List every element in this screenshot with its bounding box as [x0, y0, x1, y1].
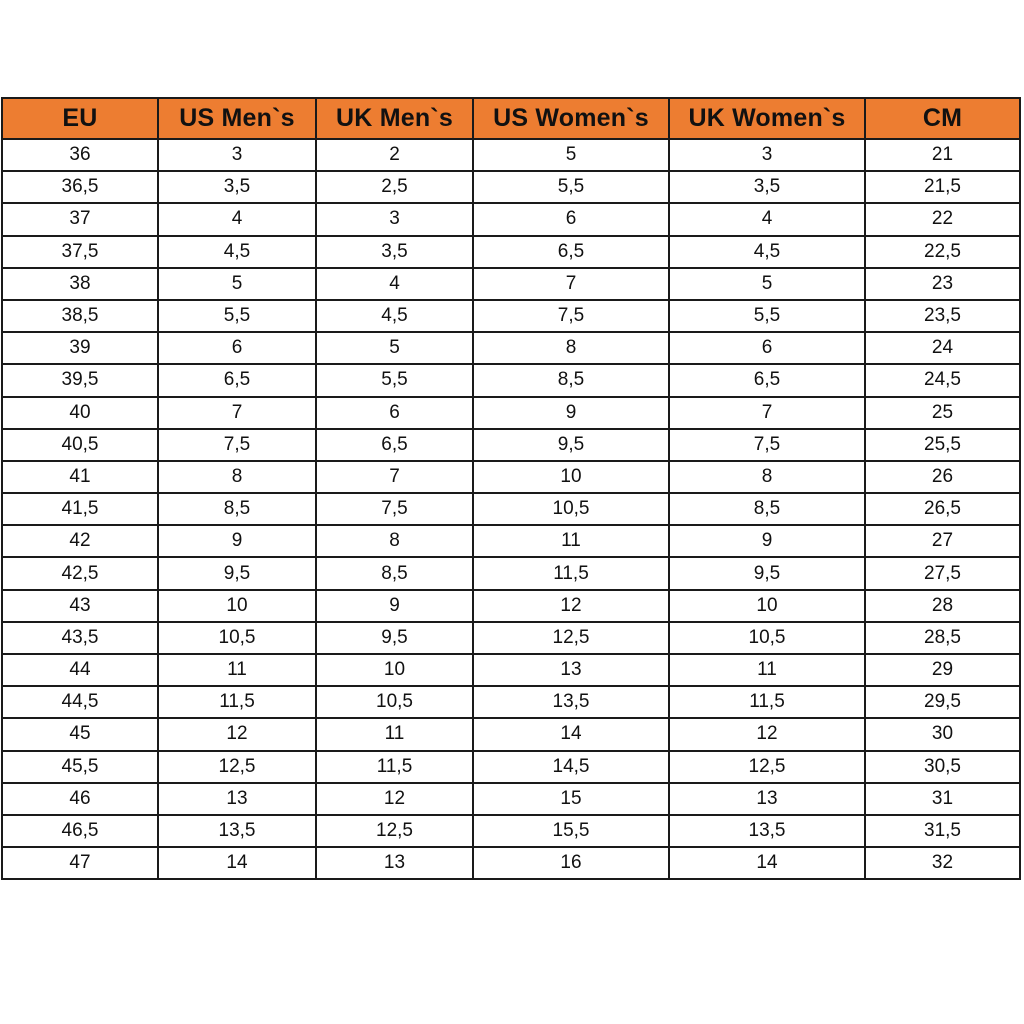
cell-uk-mens: 9	[316, 590, 473, 622]
cell-uk-womens: 4,5	[669, 236, 865, 268]
cell-eu: 40	[2, 397, 158, 429]
cell-us-womens: 10,5	[473, 493, 669, 525]
cell-eu: 45	[2, 718, 158, 750]
cell-us-womens: 12,5	[473, 622, 669, 654]
column-header-eu: EU	[2, 98, 158, 139]
cell-uk-womens: 13	[669, 783, 865, 815]
table-body	[2, 139, 1020, 879]
cell-cm: 29	[865, 654, 1020, 686]
cell-uk-womens: 9,5	[669, 557, 865, 589]
cell-cm: 26,5	[865, 493, 1020, 525]
table-row	[2, 847, 1020, 879]
cell-uk-mens: 3,5	[316, 236, 473, 268]
cell-cm: 26	[865, 461, 1020, 493]
cell-us-womens: 12	[473, 590, 669, 622]
cell-us-womens: 16	[473, 847, 669, 879]
cell-eu: 37	[2, 203, 158, 235]
table-row	[2, 718, 1020, 750]
cell-cm: 23	[865, 268, 1020, 300]
cell-uk-mens: 3	[316, 203, 473, 235]
table-row	[2, 397, 1020, 429]
cell-us-mens: 12	[158, 718, 316, 750]
cell-uk-womens: 14	[669, 847, 865, 879]
cell-eu: 41	[2, 461, 158, 493]
table-row	[2, 364, 1020, 396]
cell-eu: 43,5	[2, 622, 158, 654]
table-row	[2, 525, 1020, 557]
cell-cm: 27	[865, 525, 1020, 557]
cell-eu: 41,5	[2, 493, 158, 525]
cell-cm: 27,5	[865, 557, 1020, 589]
cell-us-womens: 13,5	[473, 686, 669, 718]
cell-uk-mens: 10,5	[316, 686, 473, 718]
cell-uk-womens: 6	[669, 332, 865, 364]
table-row	[2, 268, 1020, 300]
cell-cm: 23,5	[865, 300, 1020, 332]
cell-us-womens: 8,5	[473, 364, 669, 396]
cell-eu: 47	[2, 847, 158, 879]
cell-uk-mens: 12	[316, 783, 473, 815]
column-header-cm: CM	[865, 98, 1020, 139]
cell-eu: 42	[2, 525, 158, 557]
cell-uk-womens: 7	[669, 397, 865, 429]
cell-us-womens: 15,5	[473, 815, 669, 847]
size-conversion-table	[1, 97, 1021, 880]
cell-us-mens: 7	[158, 397, 316, 429]
cell-cm: 25,5	[865, 429, 1020, 461]
cell-eu: 45,5	[2, 751, 158, 783]
cell-uk-mens: 6	[316, 397, 473, 429]
cell-eu: 37,5	[2, 236, 158, 268]
cell-uk-mens: 2	[316, 139, 473, 171]
cell-us-womens: 10	[473, 461, 669, 493]
table-row	[2, 493, 1020, 525]
cell-us-mens: 9,5	[158, 557, 316, 589]
table-row	[2, 557, 1020, 589]
cell-uk-womens: 8,5	[669, 493, 865, 525]
cell-eu: 38,5	[2, 300, 158, 332]
cell-uk-mens: 4,5	[316, 300, 473, 332]
cell-us-mens: 5	[158, 268, 316, 300]
cell-cm: 22,5	[865, 236, 1020, 268]
cell-uk-mens: 7,5	[316, 493, 473, 525]
cell-uk-mens: 11	[316, 718, 473, 750]
cell-us-mens: 11,5	[158, 686, 316, 718]
table-row	[2, 590, 1020, 622]
cell-cm: 30,5	[865, 751, 1020, 783]
cell-uk-womens: 3	[669, 139, 865, 171]
cell-uk-womens: 12	[669, 718, 865, 750]
cell-uk-womens: 10	[669, 590, 865, 622]
cell-uk-mens: 5,5	[316, 364, 473, 396]
cell-uk-mens: 12,5	[316, 815, 473, 847]
cell-cm: 22	[865, 203, 1020, 235]
table-row	[2, 300, 1020, 332]
cell-us-mens: 11	[158, 654, 316, 686]
cell-uk-womens: 10,5	[669, 622, 865, 654]
cell-uk-mens: 2,5	[316, 171, 473, 203]
cell-us-womens: 11,5	[473, 557, 669, 589]
table-row	[2, 429, 1020, 461]
cell-uk-womens: 13,5	[669, 815, 865, 847]
cell-uk-mens: 13	[316, 847, 473, 879]
cell-uk-womens: 5	[669, 268, 865, 300]
cell-us-womens: 9	[473, 397, 669, 429]
column-header-us-mens: US Men`s	[158, 98, 316, 139]
cell-us-mens: 8	[158, 461, 316, 493]
cell-cm: 28,5	[865, 622, 1020, 654]
cell-eu: 42,5	[2, 557, 158, 589]
cell-uk-mens: 8,5	[316, 557, 473, 589]
cell-us-mens: 4,5	[158, 236, 316, 268]
cell-us-womens: 6	[473, 203, 669, 235]
table-row	[2, 171, 1020, 203]
cell-uk-womens: 3,5	[669, 171, 865, 203]
cell-eu: 44,5	[2, 686, 158, 718]
column-header-uk-womens: UK Women`s	[669, 98, 865, 139]
cell-uk-mens: 9,5	[316, 622, 473, 654]
cell-eu: 44	[2, 654, 158, 686]
table-row	[2, 461, 1020, 493]
cell-us-mens: 10,5	[158, 622, 316, 654]
cell-us-mens: 5,5	[158, 300, 316, 332]
cell-uk-mens: 6,5	[316, 429, 473, 461]
cell-us-mens: 3	[158, 139, 316, 171]
cell-eu: 38	[2, 268, 158, 300]
cell-us-mens: 10	[158, 590, 316, 622]
cell-eu: 40,5	[2, 429, 158, 461]
cell-cm: 21,5	[865, 171, 1020, 203]
cell-uk-womens: 8	[669, 461, 865, 493]
cell-us-womens: 14	[473, 718, 669, 750]
cell-cm: 29,5	[865, 686, 1020, 718]
cell-cm: 31,5	[865, 815, 1020, 847]
cell-cm: 32	[865, 847, 1020, 879]
table-row	[2, 654, 1020, 686]
cell-cm: 24,5	[865, 364, 1020, 396]
cell-cm: 25	[865, 397, 1020, 429]
table-row	[2, 203, 1020, 235]
column-header-us-womens: US Women`s	[473, 98, 669, 139]
cell-us-mens: 8,5	[158, 493, 316, 525]
cell-uk-mens: 8	[316, 525, 473, 557]
cell-us-mens: 9	[158, 525, 316, 557]
cell-us-womens: 9,5	[473, 429, 669, 461]
cell-uk-womens: 11	[669, 654, 865, 686]
table-row	[2, 622, 1020, 654]
cell-us-womens: 7	[473, 268, 669, 300]
cell-us-mens: 14	[158, 847, 316, 879]
table-row	[2, 139, 1020, 171]
cell-uk-womens: 5,5	[669, 300, 865, 332]
cell-uk-womens: 4	[669, 203, 865, 235]
cell-us-womens: 7,5	[473, 300, 669, 332]
cell-uk-mens: 10	[316, 654, 473, 686]
cell-uk-womens: 6,5	[669, 364, 865, 396]
cell-cm: 30	[865, 718, 1020, 750]
cell-uk-womens: 11,5	[669, 686, 865, 718]
cell-us-mens: 3,5	[158, 171, 316, 203]
cell-us-mens: 4	[158, 203, 316, 235]
table-row	[2, 332, 1020, 364]
cell-eu: 39	[2, 332, 158, 364]
cell-us-mens: 6	[158, 332, 316, 364]
cell-uk-mens: 5	[316, 332, 473, 364]
table-row	[2, 236, 1020, 268]
cell-cm: 28	[865, 590, 1020, 622]
cell-eu: 46	[2, 783, 158, 815]
cell-us-womens: 5	[473, 139, 669, 171]
cell-us-womens: 6,5	[473, 236, 669, 268]
cell-us-mens: 6,5	[158, 364, 316, 396]
cell-us-womens: 11	[473, 525, 669, 557]
cell-us-womens: 14,5	[473, 751, 669, 783]
cell-uk-mens: 4	[316, 268, 473, 300]
cell-us-womens: 5,5	[473, 171, 669, 203]
cell-us-womens: 13	[473, 654, 669, 686]
cell-us-mens: 13,5	[158, 815, 316, 847]
cell-eu: 43	[2, 590, 158, 622]
cell-uk-mens: 11,5	[316, 751, 473, 783]
table-row	[2, 686, 1020, 718]
table-header	[2, 98, 1020, 139]
cell-us-womens: 8	[473, 332, 669, 364]
cell-uk-mens: 7	[316, 461, 473, 493]
cell-uk-womens: 12,5	[669, 751, 865, 783]
cell-cm: 21	[865, 139, 1020, 171]
cell-uk-womens: 7,5	[669, 429, 865, 461]
table-row	[2, 783, 1020, 815]
table-row	[2, 815, 1020, 847]
header-row	[2, 98, 1020, 139]
cell-cm: 24	[865, 332, 1020, 364]
column-header-uk-mens: UK Men`s	[316, 98, 473, 139]
cell-uk-womens: 9	[669, 525, 865, 557]
cell-us-mens: 7,5	[158, 429, 316, 461]
cell-eu: 39,5	[2, 364, 158, 396]
cell-eu: 46,5	[2, 815, 158, 847]
cell-us-womens: 15	[473, 783, 669, 815]
cell-eu: 36,5	[2, 171, 158, 203]
cell-eu: 36	[2, 139, 158, 171]
cell-cm: 31	[865, 783, 1020, 815]
cell-us-mens: 12,5	[158, 751, 316, 783]
cell-us-mens: 13	[158, 783, 316, 815]
table-row	[2, 751, 1020, 783]
